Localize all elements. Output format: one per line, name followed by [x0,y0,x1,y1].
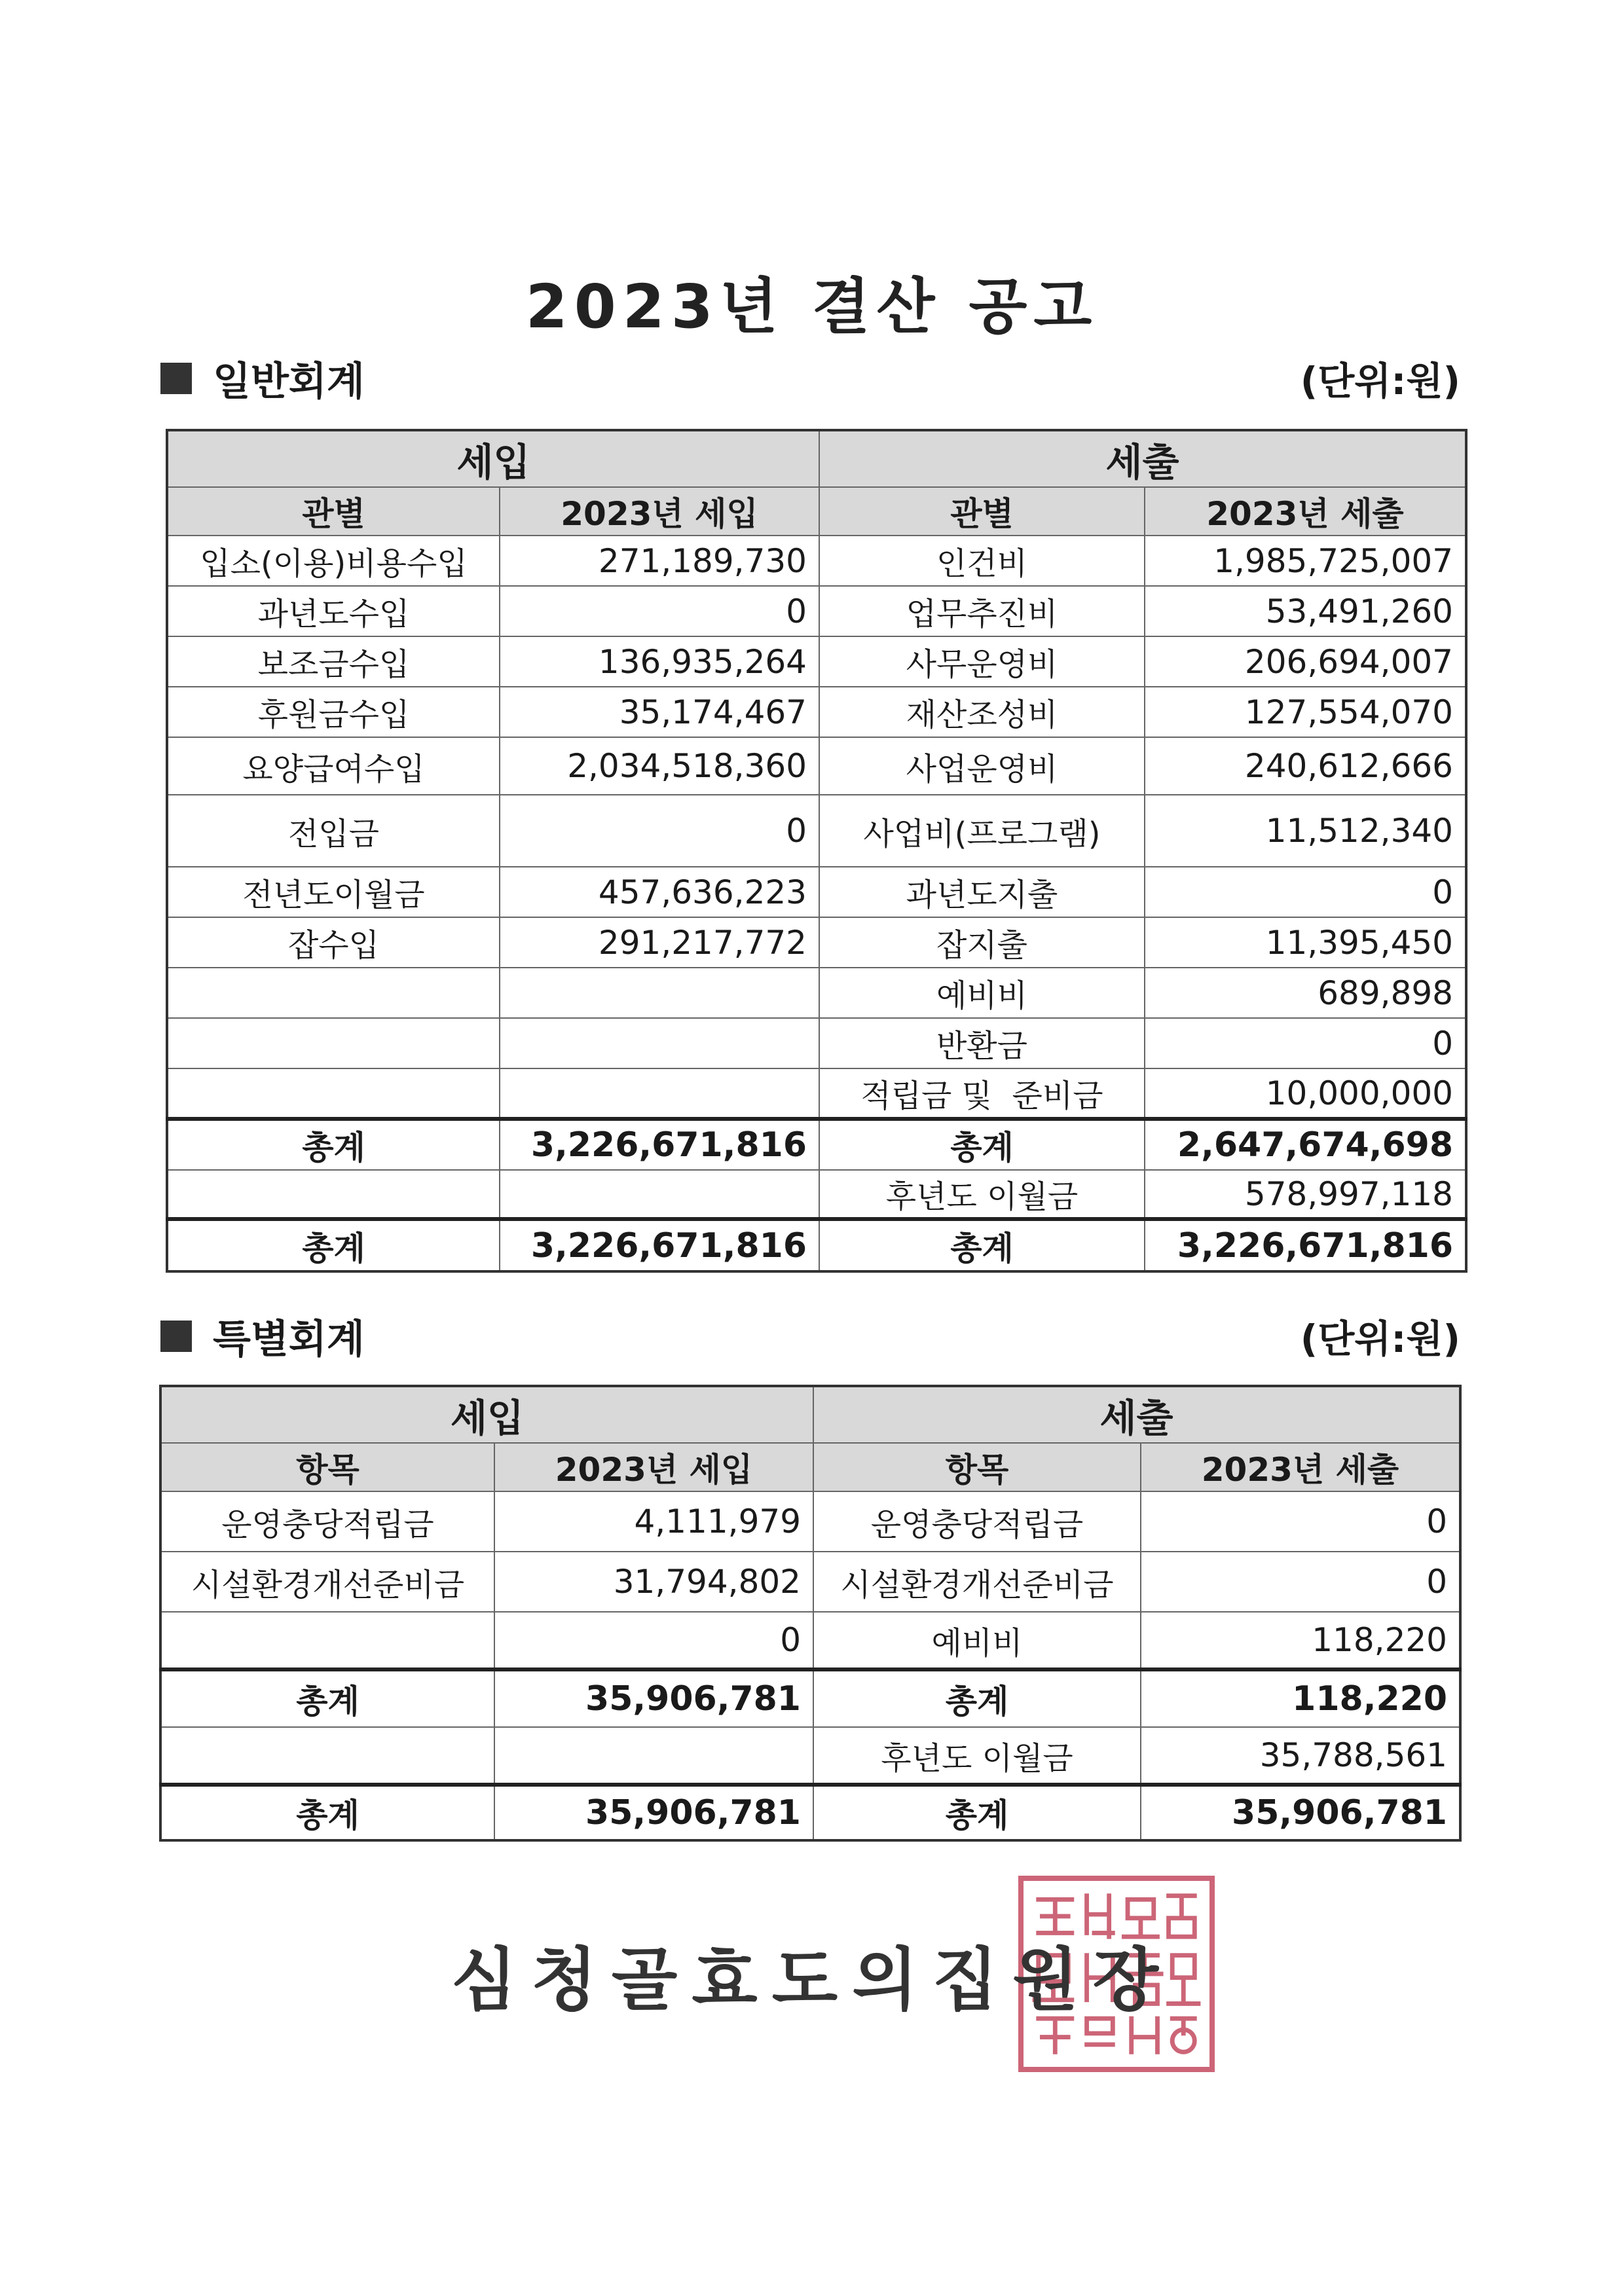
general-unit-label: (단위:원) [1300,359,1460,403]
income-total-label: 총계 [160,1785,494,1840]
income-value [494,1727,813,1785]
expense-value: 0 [1141,1552,1460,1612]
expense-value: 1,985,725,007 [1145,536,1466,586]
carryover-row [167,1170,1466,1219]
expense-label: 업무추진비 [819,586,1145,636]
signature-line: 심청골효도의집원장 [451,1940,1173,2020]
expense-subtotal-value: 2,647,674,698 [1145,1119,1466,1170]
carryover-value: 578,997,118 [1145,1170,1466,1219]
special-account-table [159,1385,1462,1842]
col-income-category: 관별 [167,487,500,536]
table-row [167,795,1466,867]
income-value: 0 [500,795,819,867]
special-unit-label: (단위:원) [1300,1317,1460,1361]
expense-label: 사무운영비 [819,636,1145,687]
expense-label: 인건비 [819,536,1145,586]
expense-subtotal-label: 총계 [813,1669,1141,1727]
col-expense-year: 2023년 세출 [1145,487,1466,536]
expense-subtotal-value: 118,220 [1141,1669,1460,1727]
expense-value: 206,694,007 [1145,636,1466,687]
expense-value: 240,612,666 [1145,737,1466,795]
income-subtotal-label: 총계 [167,1119,500,1170]
special-column-header-row [160,1443,1460,1491]
income-label: 보조금수입 [167,636,500,687]
income-value: 271,189,730 [500,536,819,586]
income-value: 0 [494,1612,813,1669]
income-value: 457,636,223 [500,867,819,917]
income-value: 2,034,518,360 [500,737,819,795]
income-label [167,1068,500,1119]
col-expense-item: 항목 [813,1443,1141,1491]
table-row [167,636,1466,687]
page-title: 2023년 결산 공고 [525,272,1099,342]
income-label: 입소(이용)비용수입 [167,536,500,586]
carryover-label: 후년도 이월금 [813,1727,1141,1785]
income-value: 291,217,772 [500,917,819,968]
table-row [160,1552,1460,1612]
income-label: 과년도수입 [167,586,500,636]
income-value [500,1068,819,1119]
expense-value: 118,220 [1141,1612,1460,1669]
income-label: 잡수입 [167,917,500,968]
general-section-heading [160,350,365,407]
table-row [167,968,1466,1018]
expense-total-label: 총계 [813,1785,1141,1840]
table-row [167,1068,1466,1119]
income-label [167,1170,500,1219]
general-account-table [166,429,1467,1273]
income-label: 전입금 [167,795,500,867]
grand-total-row [167,1219,1466,1271]
general-heading-text: 일반회계 [213,359,365,405]
income-label [160,1612,494,1669]
expense-label: 적립금 및 준비금 [819,1068,1145,1119]
col-expense-category: 관별 [819,487,1145,536]
income-band: 세입 [167,430,819,487]
special-band-row [160,1386,1460,1443]
income-value: 35,174,467 [500,687,819,737]
expense-value: 689,898 [1145,968,1466,1018]
col-income-year: 2023년 세입 [494,1443,813,1491]
income-label: 요양급여수입 [167,737,500,795]
expense-value: 10,000,000 [1145,1068,1466,1119]
table-row [167,536,1466,586]
table-row [160,1612,1460,1669]
subtotal-row [167,1119,1466,1170]
expense-value: 0 [1141,1491,1460,1552]
expense-total-value: 3,226,671,816 [1145,1219,1466,1271]
expense-value: 0 [1145,867,1466,917]
income-value [500,968,819,1018]
income-value [500,1170,819,1219]
col-income-item: 항목 [160,1443,494,1491]
expense-label: 재산조성비 [819,687,1145,737]
expense-label: 시설환경개선준비금 [813,1552,1141,1612]
general-band-row [167,430,1466,487]
carryover-label: 후년도 이월금 [819,1170,1145,1219]
income-value: 31,794,802 [494,1552,813,1612]
expense-value: 127,554,070 [1145,687,1466,737]
general-column-header-row [167,487,1466,536]
table-row [160,1491,1460,1552]
table-row [167,586,1466,636]
square-bullet-icon [160,1321,192,1352]
expense-total-value: 35,906,781 [1141,1785,1460,1840]
expense-value: 11,395,450 [1145,917,1466,968]
table-row [167,737,1466,795]
income-label: 운영충당적립금 [160,1491,494,1552]
expense-label: 잡지출 [819,917,1145,968]
income-label [167,968,500,1018]
table-row [167,917,1466,968]
income-label [167,1018,500,1068]
expense-label: 사업운영비 [819,737,1145,795]
expense-label: 예비비 [819,968,1145,1018]
square-bullet-icon [160,363,192,394]
carryover-value: 35,788,561 [1141,1727,1460,1785]
grand-total-row [160,1785,1460,1840]
special-heading-text: 특별회계 [213,1317,365,1362]
expense-label: 예비비 [813,1612,1141,1669]
income-label: 시설환경개선준비금 [160,1552,494,1612]
income-value: 136,935,264 [500,636,819,687]
col-income-year: 2023년 세입 [500,487,819,536]
table-row [167,687,1466,737]
income-subtotal-label: 총계 [160,1669,494,1727]
expense-value: 0 [1145,1018,1466,1068]
income-label: 전년도이월금 [167,867,500,917]
income-value: 4,111,979 [494,1491,813,1552]
expense-total-label: 총계 [819,1219,1145,1271]
expense-label: 사업비(프로그램) [819,795,1145,867]
carryover-row [160,1727,1460,1785]
col-expense-year: 2023년 세출 [1141,1443,1460,1491]
subtotal-row [160,1669,1460,1727]
expense-subtotal-label: 총계 [819,1119,1145,1170]
income-total-value: 35,906,781 [494,1785,813,1840]
expense-label: 운영충당적립금 [813,1491,1141,1552]
expense-label: 반환금 [819,1018,1145,1068]
income-value [500,1018,819,1068]
table-row [167,1018,1466,1068]
income-label: 후원금수입 [167,687,500,737]
expense-band: 세출 [819,430,1466,487]
income-value: 0 [500,586,819,636]
expense-band: 세출 [813,1386,1460,1443]
expense-value: 53,491,260 [1145,586,1466,636]
income-band: 세입 [160,1386,813,1443]
income-total-value: 3,226,671,816 [500,1219,819,1271]
table-row [167,867,1466,917]
income-label [160,1727,494,1785]
income-total-label: 총계 [167,1219,500,1271]
expense-value: 11,512,340 [1145,795,1466,867]
expense-label: 과년도지출 [819,867,1145,917]
income-subtotal-value: 35,906,781 [494,1669,813,1727]
special-section-heading [160,1308,365,1364]
income-subtotal-value: 3,226,671,816 [500,1119,819,1170]
